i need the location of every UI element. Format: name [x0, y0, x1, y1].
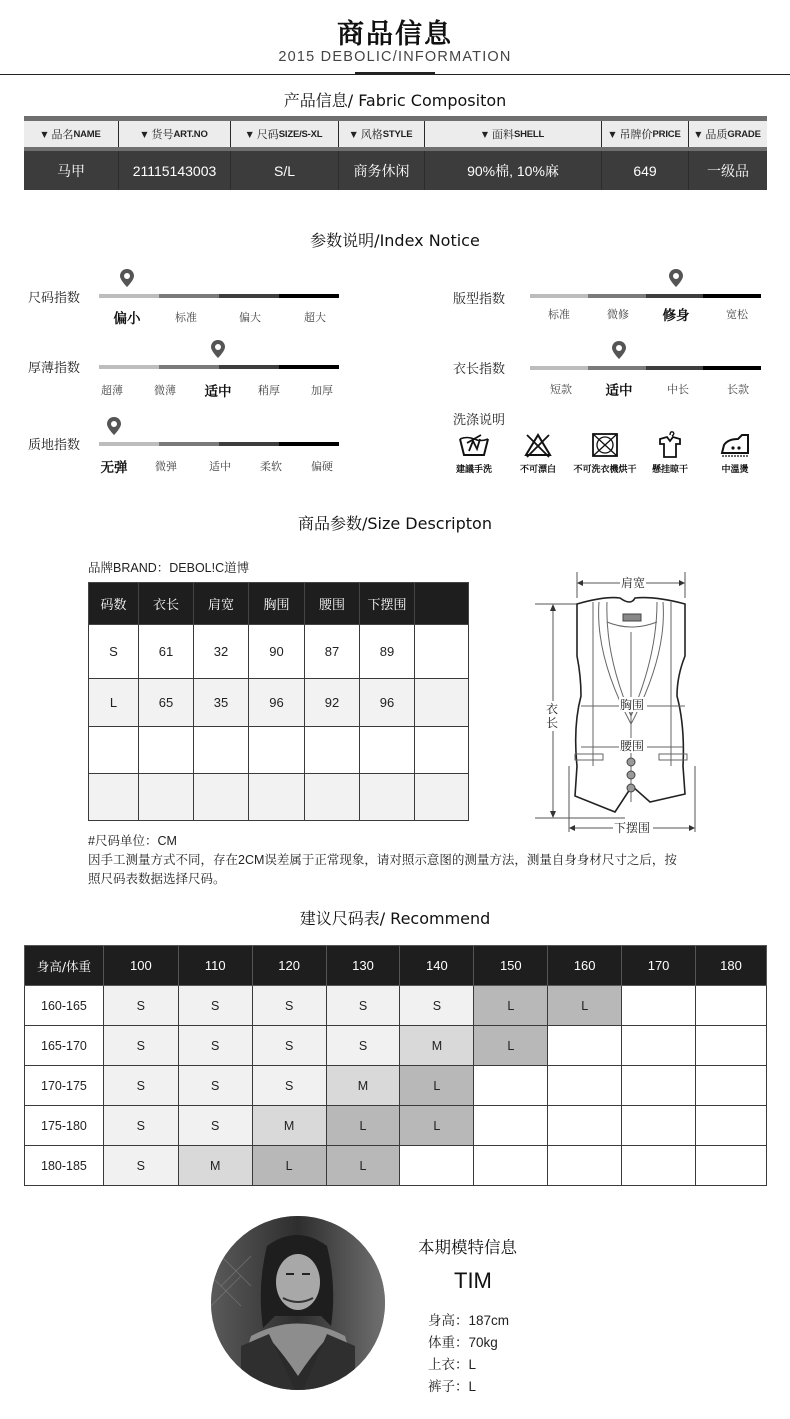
weight-column-header: 180 [696, 946, 767, 986]
recommended-size-cell: S [103, 986, 178, 1026]
recommended-size-cell: M [400, 1026, 474, 1066]
size-cell: 65 [139, 679, 194, 727]
size-cell [139, 774, 194, 821]
location-pin-icon [120, 269, 134, 287]
bar-segment [99, 294, 159, 298]
size-cell: S [89, 625, 139, 679]
index-tick: 微弹 [155, 460, 177, 473]
index-tick-selected: 偏小 [113, 311, 141, 327]
diagram-label-shoulder: 肩宽 [621, 576, 646, 590]
weight-column-header: 110 [178, 946, 252, 986]
recommended-size-cell: S [252, 1026, 326, 1066]
recommended-size-cell [548, 1146, 622, 1186]
recommended-size-cell: L [252, 1146, 326, 1186]
index-bar [99, 365, 339, 369]
diagram-label-waist: 腰围 [620, 739, 645, 753]
index-tick: 超大 [304, 311, 326, 324]
model-pants-size: 裤子：L [428, 1379, 477, 1394]
index-bar [530, 294, 761, 298]
fabric-table-header [24, 121, 767, 147]
wash-label: 中溫燙 [721, 465, 749, 475]
height-range-cell: 165-170 [25, 1026, 104, 1066]
recommended-size-cell: M [252, 1106, 326, 1146]
index-tick: 标准 [548, 308, 570, 321]
weight-column-header: 160 [548, 946, 622, 986]
size-cell [360, 774, 415, 821]
size-cell: L [89, 679, 139, 727]
bar-segment [279, 442, 339, 446]
bar-segment [219, 294, 279, 298]
size-cell [194, 774, 249, 821]
index-bar [99, 442, 339, 446]
size-cell: 35 [194, 679, 249, 727]
model-top-size: 上衣：L [428, 1357, 477, 1372]
index-label: 厚薄指数 [28, 361, 81, 376]
size-column-header: 胸围 [249, 583, 305, 625]
size-cell: 90 [249, 625, 305, 679]
location-pin-icon [107, 417, 121, 435]
index-tick: 适中 [209, 460, 231, 473]
index-bar [99, 294, 339, 298]
index-tick: 微薄 [154, 384, 176, 397]
bar-segment [646, 294, 704, 298]
recommended-size-cell: S [178, 1066, 252, 1106]
wash-label: 不可漂白 [519, 465, 556, 475]
bar-segment [530, 294, 588, 298]
recommended-size-cell [696, 1146, 767, 1186]
column-label-cn: 面料 [492, 128, 514, 141]
hang-dry-icon [653, 431, 687, 459]
fabric-column-header [119, 121, 231, 147]
recommended-size-cell: L [548, 986, 622, 1026]
column-label-en: GRADE [727, 128, 761, 140]
recommended-size-cell [622, 1106, 696, 1146]
index-label: 质地指数 [28, 438, 81, 453]
column-label-en: NAME [73, 128, 101, 140]
vest-measurement-diagram [535, 566, 715, 838]
height-weight-corner: 身高/体重 [25, 946, 104, 986]
recommended-size-cell [548, 1066, 622, 1106]
index-tick: 中长 [667, 383, 689, 396]
recommend-section-title: 建议尺码表/ Recommend [299, 909, 491, 928]
recommended-size-cell [622, 1026, 696, 1066]
triangle-down-icon: ▼ [609, 129, 616, 139]
size-cell [415, 774, 469, 821]
recommended-size-cell: S [103, 1106, 178, 1146]
index-tick: 加厚 [311, 384, 333, 397]
index-tick: 柔软 [260, 460, 282, 473]
size-cell [89, 774, 139, 821]
bar-segment [530, 366, 588, 370]
recommend-row [25, 1106, 767, 1146]
size-cell [415, 625, 469, 679]
bar-segment [279, 294, 339, 298]
recommended-size-cell: M [178, 1146, 252, 1186]
size-column-header: 下摆围 [360, 583, 415, 625]
column-label-en: SHELL [514, 128, 545, 140]
recommended-size-cell [474, 1106, 548, 1146]
fabric-value-cell: 21115143003 [119, 151, 231, 190]
recommended-size-cell: L [326, 1106, 400, 1146]
size-column-header: 肩宽 [194, 583, 249, 625]
divider-accent [355, 72, 435, 75]
weight-column-header: 100 [103, 946, 178, 986]
height-range-cell: 160-165 [25, 986, 104, 1026]
recommended-size-cell: S [178, 1106, 252, 1146]
recommend-row [25, 986, 767, 1026]
index-tick-selected: 修身 [662, 308, 690, 324]
wash-label: 不可洗衣機烘干 [573, 465, 637, 475]
recommended-size-cell [400, 1146, 474, 1186]
size-column-header: 码数 [89, 583, 139, 625]
fabric-value-cell: 90%棉, 10%麻 [425, 151, 602, 190]
recommended-size-cell [474, 1146, 548, 1186]
recommended-size-cell [696, 986, 767, 1026]
index-tick: 超薄 [101, 384, 123, 397]
bar-segment [159, 442, 219, 446]
triangle-down-icon: ▼ [350, 129, 357, 139]
location-pin-icon [612, 341, 626, 359]
location-pin-icon [211, 340, 225, 358]
fabric-table-row [24, 151, 767, 190]
size-cell [139, 727, 194, 774]
model-weight: 体重：70kg [428, 1335, 498, 1350]
wash-label: 懸挂晾干 [651, 465, 688, 475]
column-label-cn: 吊牌价 [619, 128, 653, 141]
size-column-header [415, 583, 469, 625]
wash-label: 建議手洗 [455, 465, 492, 475]
bar-segment [703, 294, 761, 298]
index-tick: 偏硬 [311, 460, 333, 473]
triangle-down-icon: ▼ [481, 129, 488, 139]
recommended-size-cell: L [326, 1146, 400, 1186]
model-name: TIM [454, 1268, 492, 1293]
triangle-down-icon: ▼ [246, 129, 253, 139]
recommended-size-cell: S [252, 1066, 326, 1106]
weight-column-header: 120 [252, 946, 326, 986]
recommended-size-cell: S [103, 1026, 178, 1066]
index-section-title: 参数说明/Index Notice [310, 231, 480, 250]
recommended-size-cell: L [474, 1026, 548, 1066]
recommend-row [25, 1146, 767, 1186]
hand-wash-icon [457, 431, 491, 459]
recommended-size-cell: S [178, 1026, 252, 1066]
recommended-size-cell [622, 1146, 696, 1186]
index-label: 版型指数 [453, 292, 506, 307]
size-cell [415, 679, 469, 727]
weight-column-header: 150 [474, 946, 548, 986]
recommended-size-cell: L [474, 986, 548, 1026]
fabric-value-cell: S/L [231, 151, 339, 190]
size-cell: 87 [305, 625, 360, 679]
size-cell: 89 [360, 625, 415, 679]
recommended-size-cell: L [400, 1066, 474, 1106]
bar-segment [703, 366, 761, 370]
index-bar [530, 366, 761, 370]
page-subtitle: 2015 DEBOLIC/INFORMATION [278, 49, 512, 65]
size-section-title: 商品参数/Size Descripton [297, 514, 492, 533]
recommended-size-cell: M [326, 1066, 400, 1106]
height-range-cell: 175-180 [25, 1106, 104, 1146]
index-tick: 宽松 [726, 308, 748, 321]
column-label-cn: 品质 [705, 128, 728, 141]
recommended-size-cell [548, 1106, 622, 1146]
height-range-cell: 170-175 [25, 1066, 104, 1106]
weight-column-header: 140 [400, 946, 474, 986]
fabric-value-cell: 一级品 [707, 162, 749, 179]
bar-segment [646, 366, 704, 370]
index-label: 尺码指数 [28, 291, 81, 306]
fabric-value-cell: 商务休闲 [339, 151, 425, 190]
index-tick: 稍厚 [258, 384, 280, 397]
column-label-en: STYLE [382, 128, 413, 140]
index-tick-selected: 适中 [605, 383, 633, 399]
bar-segment [219, 442, 279, 446]
bar-segment [99, 365, 159, 369]
column-label-cn: 货号 [151, 128, 174, 141]
size-cell: 96 [249, 679, 305, 727]
diagram-label-chest: 胸围 [620, 698, 645, 712]
fabric-section-title: 产品信息/ Fabric Compositon [283, 91, 507, 110]
size-table-row [89, 679, 469, 727]
size-cell: 61 [139, 625, 194, 679]
index-tick: 长款 [727, 383, 749, 396]
size-column-header: 腰围 [305, 583, 360, 625]
column-label-cn: 品名 [51, 128, 74, 141]
column-label-cn: 风格 [360, 128, 383, 141]
size-column-header: 衣长 [139, 583, 194, 625]
bar-segment [159, 294, 219, 298]
recommended-size-cell: S [103, 1146, 178, 1186]
wash-title: 洗涤说明 [453, 413, 506, 428]
triangle-down-icon: ▼ [695, 129, 702, 139]
size-cell [249, 727, 305, 774]
bar-segment [279, 365, 339, 369]
recommend-row [25, 1026, 767, 1066]
size-cell [194, 727, 249, 774]
size-cell [415, 727, 469, 774]
recommended-size-cell: S [178, 986, 252, 1026]
recommended-size-cell: S [103, 1066, 178, 1106]
fabric-column-header [339, 121, 425, 147]
size-table-row [89, 774, 469, 821]
model-section-title: 本期模特信息 [418, 1238, 517, 1257]
measure-note-line1: 因手工测量方式不同，存在2CM误差属于正常现象，请对照示意图的测量方法，测量自身身材尺寸之后，按 [88, 853, 677, 867]
triangle-down-icon: ▼ [41, 129, 48, 139]
size-cell [89, 727, 139, 774]
index-tick: 偏大 [239, 311, 261, 324]
size-table [88, 582, 469, 821]
model-height: 身高：187cm [428, 1313, 510, 1328]
recommended-size-cell [696, 1026, 767, 1066]
size-cell: 92 [305, 679, 360, 727]
column-label-en: ART.NO [173, 128, 208, 140]
index-label: 衣长指数 [453, 362, 506, 377]
triangle-down-icon: ▼ [141, 129, 148, 139]
recommend-row [25, 1066, 767, 1106]
weight-column-header: 130 [326, 946, 400, 986]
size-table-row [89, 625, 469, 679]
column-label-cn: 尺码 [256, 128, 279, 141]
fabric-value-cell: 649 [602, 151, 689, 190]
no-bleach-icon [521, 431, 555, 459]
fabric-column-header [602, 121, 689, 147]
column-label-en: SIZE/S-XL [278, 128, 323, 140]
size-table-row [89, 727, 469, 774]
fabric-column-header [231, 121, 339, 147]
recommend-table [24, 945, 767, 1186]
recommended-size-cell [696, 1066, 767, 1106]
diagram-label-hem: 下摆围 [614, 821, 651, 835]
fabric-column-header [24, 121, 119, 147]
size-cell: 32 [194, 625, 249, 679]
size-cell [305, 727, 360, 774]
fabric-table [24, 116, 767, 190]
size-cell [305, 774, 360, 821]
index-tick: 微修 [607, 308, 629, 321]
recommended-size-cell: L [400, 1106, 474, 1146]
index-tick: 标准 [175, 311, 197, 324]
size-cell: 96 [360, 679, 415, 727]
index-tick: 短款 [550, 383, 572, 396]
bar-segment [159, 365, 219, 369]
no-tumble-dry-icon [588, 431, 622, 459]
page-title: 商品信息 [337, 19, 453, 50]
recommended-size-cell [622, 986, 696, 1026]
unit-note: #尺码单位：CM [88, 834, 177, 848]
recommended-size-cell: S [326, 1026, 400, 1066]
size-cell [360, 727, 415, 774]
fabric-value-cell: 马甲 [24, 151, 119, 190]
measure-note-line2: 照尺码表数据选择尺码。 [88, 872, 226, 886]
recommended-size-cell [548, 1026, 622, 1066]
bar-segment [99, 442, 159, 446]
bar-segment [219, 365, 279, 369]
index-tick-selected: 适中 [204, 384, 232, 400]
recommended-size-cell [696, 1106, 767, 1146]
recommended-size-cell: S [252, 986, 326, 1026]
index-tick-selected: 无弹 [100, 460, 128, 476]
size-cell [249, 774, 305, 821]
location-pin-icon [669, 269, 683, 287]
bar-segment [588, 294, 646, 298]
bar-segment [588, 366, 646, 370]
recommended-size-cell: S [326, 986, 400, 1026]
recommended-size-cell: S [400, 986, 474, 1026]
brand-label: 品牌BRAND：DEBOL!C道博 [88, 561, 250, 575]
recommended-size-cell [474, 1066, 548, 1106]
height-range-cell: 180-185 [25, 1146, 104, 1186]
weight-column-header: 170 [622, 946, 696, 986]
column-label-en: PRICE [652, 128, 681, 140]
iron-medium-icon [718, 431, 752, 459]
recommended-size-cell [622, 1066, 696, 1106]
model-avatar [211, 1216, 385, 1390]
diagram-label-length: 衣长 [546, 702, 559, 730]
fabric-column-header [689, 121, 767, 147]
fabric-column-header [425, 121, 602, 147]
